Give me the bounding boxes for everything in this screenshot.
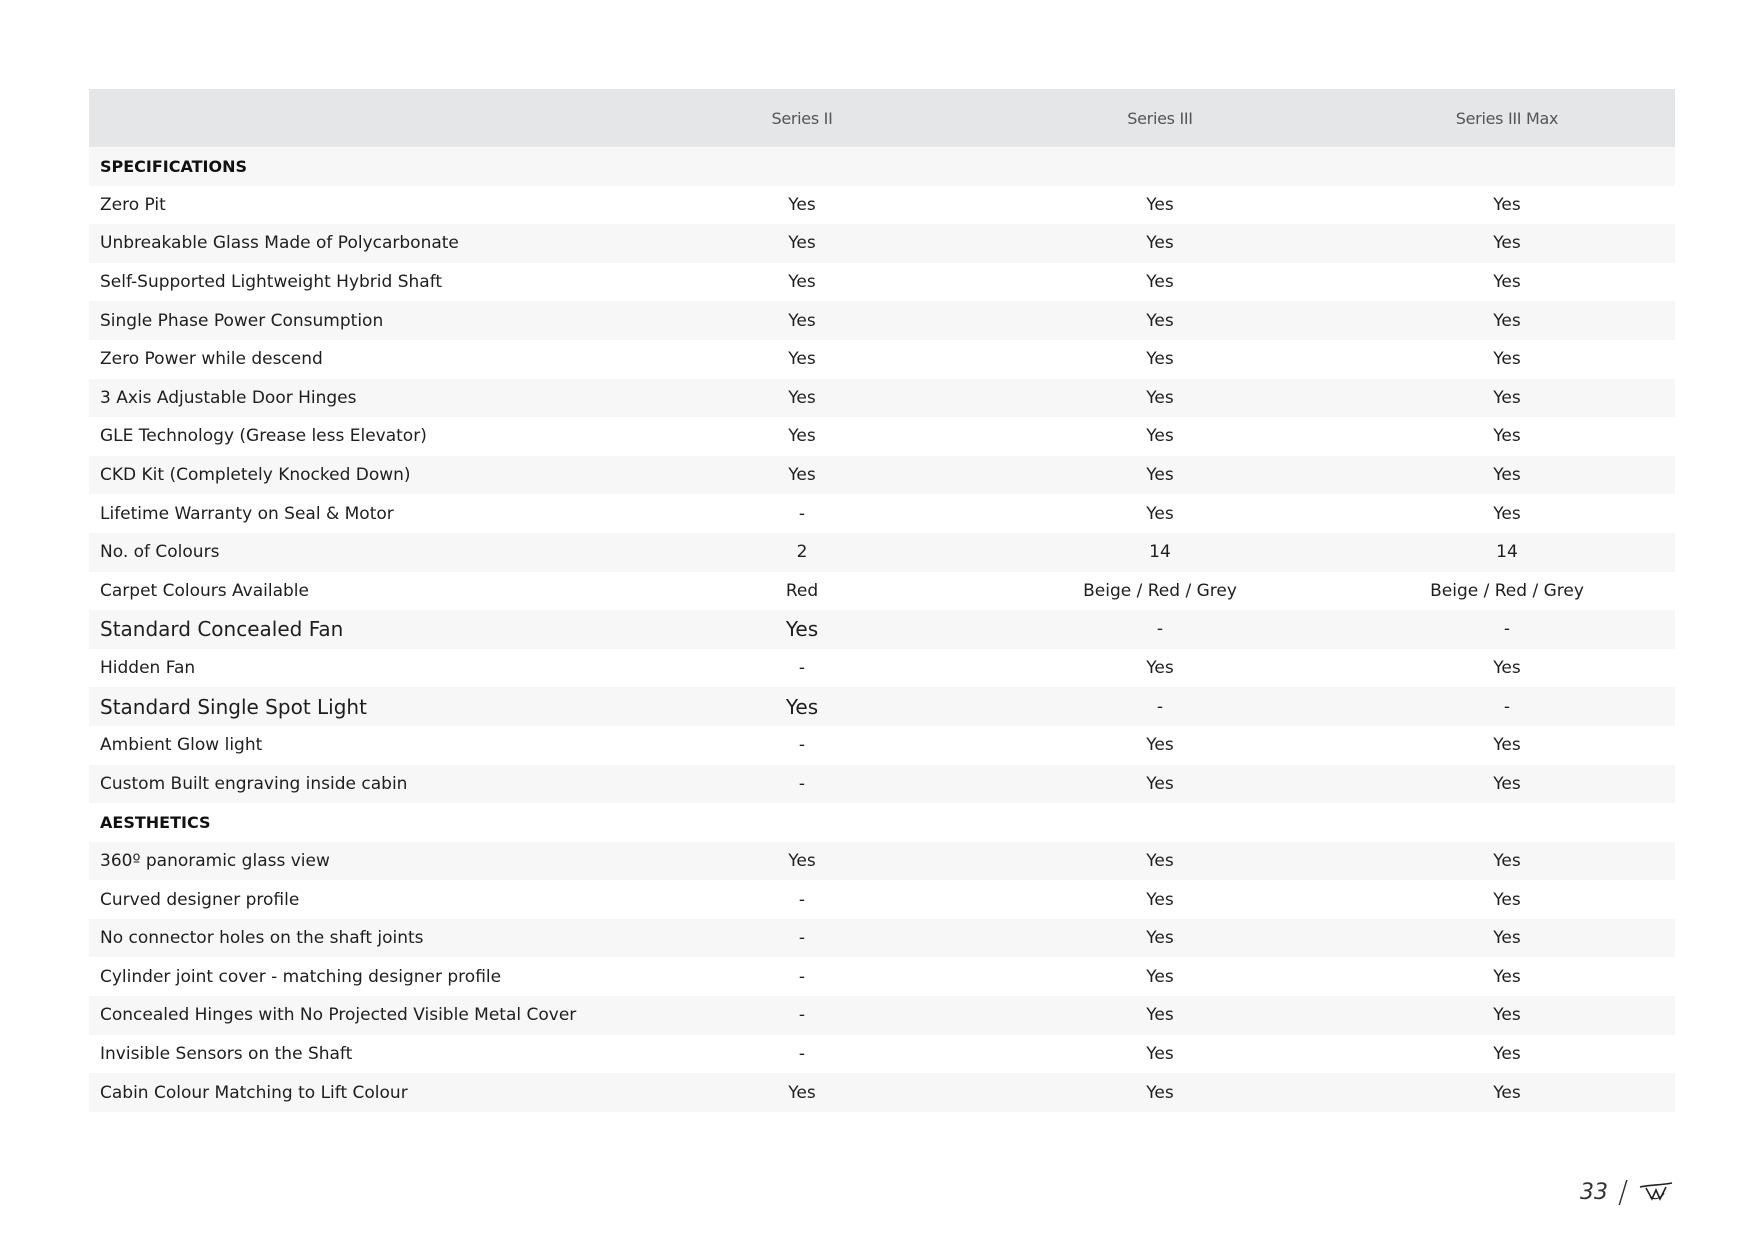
- series-ii-value: -: [798, 1043, 806, 1064]
- series-iii-max-value: Yes: [1493, 310, 1521, 331]
- table-row: [89, 456, 1675, 495]
- series-iii-max-value: 14: [1496, 542, 1518, 563]
- series-ii-value: Yes: [788, 465, 816, 486]
- table-header: [89, 89, 1675, 147]
- feature-label: Custom Built engraving inside cabin: [100, 773, 408, 794]
- table-row: [89, 533, 1675, 572]
- series-iii-value: Yes: [1146, 928, 1174, 949]
- table-body: [89, 147, 1675, 1112]
- series-ii-value: Yes: [788, 233, 816, 254]
- feature-label: Cylinder joint cover - matching designer profile: [100, 966, 502, 987]
- series-iii-max-value: Yes: [1493, 233, 1521, 254]
- feature-label: Self-Supported Lightweight Hybrid Shaft: [100, 272, 443, 293]
- feature-label: Lifetime Warranty on Seal & Motor: [100, 503, 394, 524]
- series-iii-max-value: Yes: [1493, 349, 1521, 370]
- table-row: [89, 996, 1675, 1035]
- series-iii-max-value: Yes: [1493, 735, 1521, 756]
- series-iii-value: Yes: [1146, 1043, 1174, 1064]
- table-row: [89, 379, 1675, 418]
- section-title: AESTHETICS: [100, 812, 211, 832]
- series-iii-value: Yes: [1146, 349, 1174, 370]
- series-iii-max-value: Beige / Red / Grey: [1430, 580, 1584, 601]
- series-iii-max-value: Yes: [1493, 1005, 1521, 1026]
- series-iii-max-value: -: [1503, 619, 1511, 640]
- series-iii-value: Yes: [1146, 735, 1174, 756]
- series-iii-value: Yes: [1146, 465, 1174, 486]
- header-row: [89, 89, 1675, 147]
- series-iii-value: Yes: [1146, 233, 1174, 254]
- series-iii-value: Yes: [1146, 658, 1174, 679]
- series-iii-max-value: Yes: [1493, 194, 1521, 215]
- table-row: [89, 186, 1675, 225]
- series-iii-value: Yes: [1146, 310, 1174, 331]
- series-ii-value: Yes: [788, 194, 816, 215]
- series-iii-value: Yes: [1146, 850, 1174, 871]
- series-iii-max-value: Yes: [1493, 1082, 1521, 1103]
- section-title: SPECIFICATIONS: [100, 156, 248, 176]
- table-row: [89, 1035, 1675, 1074]
- table-row: [89, 340, 1675, 379]
- feature-label: Single Phase Power Consumption: [100, 310, 384, 331]
- table-row: [89, 610, 1675, 649]
- series-ii-value: Yes: [788, 272, 816, 293]
- feature-label: Cabin Colour Matching to Lift Colour: [100, 1082, 408, 1103]
- series-ii-value: Yes: [788, 349, 816, 370]
- series-ii-value: Yes: [788, 850, 816, 871]
- series-iii-value: -: [1156, 696, 1164, 717]
- series-ii-value: -: [798, 735, 806, 756]
- feature-label: Hidden Fan: [100, 658, 196, 679]
- series-ii-value: Yes: [788, 1082, 816, 1103]
- section-header-row: [89, 147, 1675, 186]
- series-iii-max-value: Yes: [1493, 465, 1521, 486]
- series-iii-value: Yes: [1146, 272, 1174, 293]
- series-ii-value: Yes: [788, 426, 816, 447]
- feature-label: Invisible Sensors on the Shaft: [100, 1043, 353, 1064]
- series-ii-value: Yes: [785, 694, 819, 719]
- table-row: [89, 842, 1675, 881]
- table-row: [89, 494, 1675, 533]
- table-row: [89, 957, 1675, 996]
- series-iii-max-value: Yes: [1493, 426, 1521, 447]
- series-iii-value: Yes: [1146, 426, 1174, 447]
- series-ii-value: -: [798, 658, 806, 679]
- table-row: [89, 1073, 1675, 1112]
- table-row: [89, 765, 1675, 804]
- table-row: [89, 880, 1675, 919]
- table-row: [89, 687, 1675, 726]
- series-iii-value: Yes: [1146, 1005, 1174, 1026]
- series-iii-max-value: Yes: [1493, 658, 1521, 679]
- header-empty: [89, 89, 623, 147]
- series-iii-max-value: -: [1503, 696, 1511, 717]
- table-row: [89, 919, 1675, 958]
- series-iii-value: Yes: [1146, 194, 1174, 215]
- table-row: [89, 572, 1675, 611]
- header-series-ii: Series II: [771, 108, 833, 128]
- series-iii-max-value: Yes: [1493, 928, 1521, 949]
- feature-label: CKD Kit (Completely Knocked Down): [100, 465, 411, 486]
- feature-label: Carpet Colours Available: [100, 580, 309, 601]
- series-ii-value: -: [798, 1005, 806, 1026]
- table-row: [89, 263, 1675, 302]
- feature-label: Standard Single Spot Light: [100, 694, 367, 719]
- series-ii-value: -: [798, 966, 806, 987]
- series-iii-max-value: Yes: [1493, 387, 1521, 408]
- series-iii-max-value: Yes: [1493, 889, 1521, 910]
- series-iii-max-value: Yes: [1493, 1043, 1521, 1064]
- feature-label: Zero Power while descend: [100, 349, 323, 370]
- feature-label: Concealed Hinges with No Projected Visible Metal Cover: [100, 1005, 577, 1026]
- page-number: 33: [1580, 1179, 1608, 1205]
- feature-label: 360º panoramic glass view: [100, 850, 330, 871]
- feature-label: Standard Concealed Fan: [100, 617, 344, 642]
- series-ii-value: Yes: [788, 387, 816, 408]
- series-ii-value: -: [798, 503, 806, 524]
- series-iii-value: Yes: [1146, 966, 1174, 987]
- series-iii-max-value: Yes: [1493, 272, 1521, 293]
- series-iii-value: Yes: [1146, 889, 1174, 910]
- series-iii-max-value: Yes: [1493, 850, 1521, 871]
- feature-label: Unbreakable Glass Made of Polycarbonate: [100, 233, 459, 254]
- series-ii-value: 2: [796, 542, 808, 563]
- feature-label: No. of Colours: [100, 542, 220, 563]
- brand-logo-icon: [1638, 1181, 1674, 1203]
- table-row: [89, 301, 1675, 340]
- comparison-table: [89, 89, 1675, 1112]
- table-row: [89, 649, 1675, 688]
- feature-label: Ambient Glow light: [100, 735, 263, 756]
- series-iii-value: Beige / Red / Grey: [1083, 580, 1237, 601]
- header-series-iii: Series III: [1127, 108, 1193, 128]
- page-separator: /: [1618, 1174, 1629, 1210]
- series-ii-value: -: [798, 928, 806, 949]
- series-iii-value: Yes: [1146, 1082, 1174, 1103]
- series-iii-value: -: [1156, 619, 1164, 640]
- table-row: [89, 726, 1675, 765]
- series-iii-value: 14: [1149, 542, 1171, 563]
- series-ii-value: -: [798, 889, 806, 910]
- series-iii-max-value: Yes: [1493, 503, 1521, 524]
- series-iii-value: Yes: [1146, 387, 1174, 408]
- series-iii-value: Yes: [1146, 773, 1174, 794]
- feature-label: 3 Axis Adjustable Door Hinges: [100, 387, 357, 408]
- series-iii-max-value: Yes: [1493, 773, 1521, 794]
- series-ii-value: -: [798, 773, 806, 794]
- series-iii-max-value: Yes: [1493, 966, 1521, 987]
- feature-label: Zero Pit: [100, 194, 166, 215]
- feature-label: GLE Technology (Grease less Elevator): [100, 426, 427, 447]
- feature-label: No connector holes on the shaft joints: [100, 928, 424, 949]
- page-footer: [1580, 1174, 1680, 1210]
- table-row: [89, 224, 1675, 263]
- series-ii-value: Yes: [788, 310, 816, 331]
- series-iii-value: Yes: [1146, 503, 1174, 524]
- section-header-row: [89, 803, 1675, 842]
- series-ii-value: Yes: [785, 617, 819, 642]
- table-row: [89, 417, 1675, 456]
- series-ii-value: Red: [785, 580, 819, 601]
- header-series-iii-max: Series III Max: [1455, 108, 1559, 128]
- feature-label: Curved designer profile: [100, 889, 300, 910]
